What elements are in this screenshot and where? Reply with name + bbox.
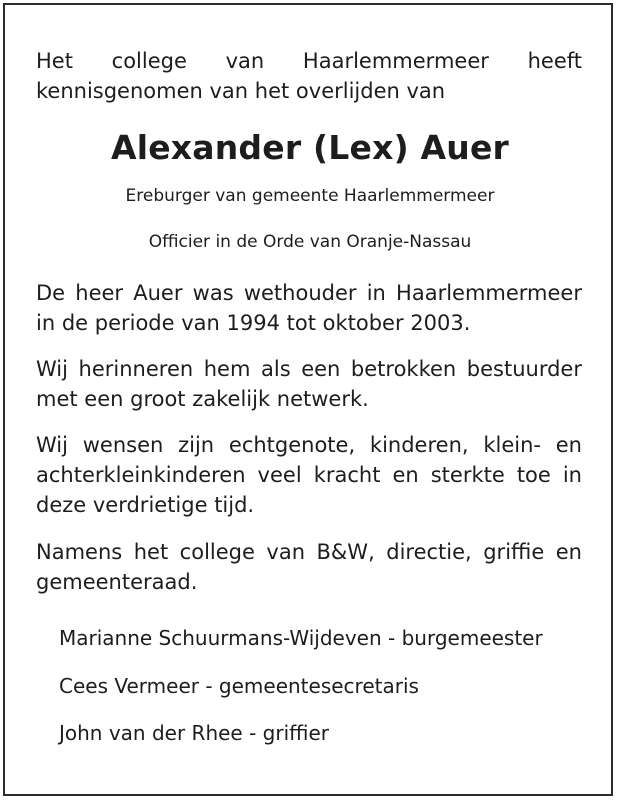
honorary-title: Ereburger van gemeente Haarlemmermeer (125, 186, 495, 206)
signatory-clerk: John van der Rhee - griffier (59, 721, 329, 745)
deceased-name: Alexander (Lex) Auer (110, 128, 510, 167)
paragraph-condolence: Wij wensen zijn echtgenote, kinderen, klein- en achterkleinkinderen veel kracht en sterkte toe in deze verdrietige tijd. (36, 433, 582, 517)
order-title: Officier in de Orde van Oranje-Nassau (148, 232, 472, 252)
intro-text: Het college van Haarlemmermeer heeft kennisgenomen van het overlijden van (36, 49, 582, 103)
paragraph-career: De heer Auer was wethouder in Haarlemmermeer in de periode van 1994 tot oktober 2003. (36, 281, 582, 335)
signatory-secretary: Cees Vermeer - gemeentesecretaris (59, 674, 419, 698)
signatory-mayor: Marianne Schuurmans-Wijdeven - burgemeester (59, 626, 543, 650)
paragraph-memory: Wij herinneren hem als een betrokken bestuurder met een groot zakelijk netwerk. (36, 357, 582, 411)
paragraph-on-behalf: Namens het college van B&W, directie, griffie en gemeenteraad. (36, 540, 582, 594)
